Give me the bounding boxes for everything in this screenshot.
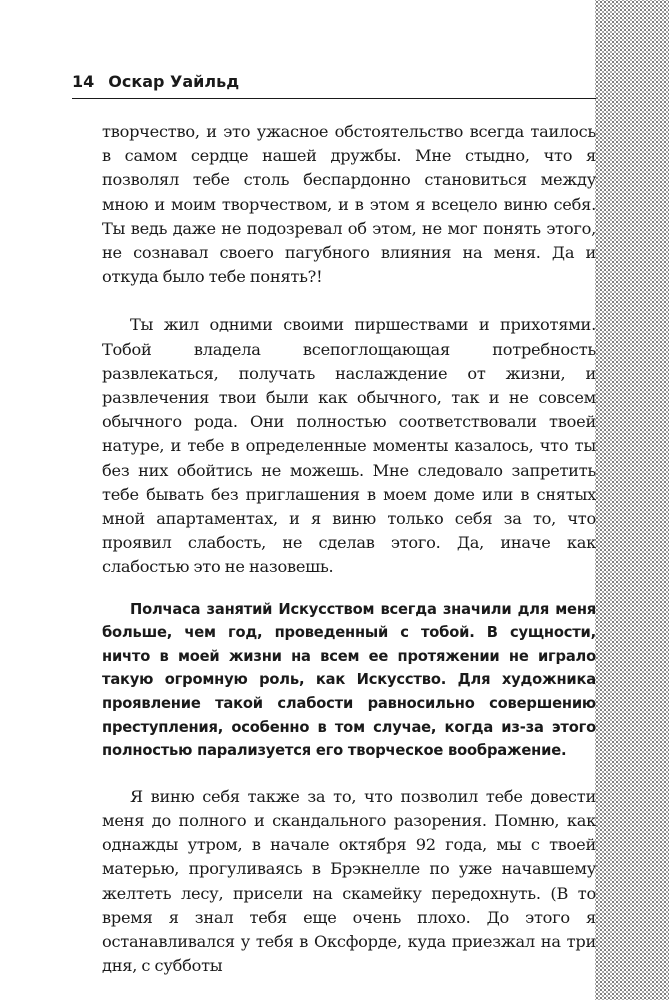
halftone-page-edge [595, 0, 669, 1000]
page-number: 14 [72, 72, 95, 91]
running-head [72, 68, 596, 99]
body-text [102, 120, 596, 978]
paragraph-3-bold: Полчаса занятий Искусством всегда значили для меня больше, чем год, проведенный с тобой. В сущности, ничто в моей жизни на всем ее протяжении не играло такую огромную роль, как Искусство. Для художника проявление такой слабости равносильно совершению преступления, особенно в том случае, когда из-за этого полностью парализуется его творческое воображение. [102, 600, 596, 760]
paragraph-1: творчество, и это ужасное обстоятельство всегда таилось в самом сердце нашей дружбы. Мне стыдно, что я позволял тебе столь беспардонно становиться между мною и моим творчеством, и в этом я всецело виню себя. Ты ведь даже не подозревал об этом, не мог понять этого, не сознавал своего пагубного влияния на меня. Да и откуда было тебе понять?! [102, 122, 596, 287]
paragraph-2: Ты жил одними своими пиршествами и прихотями. Тобой владела всепоглощающая потребность развлекаться, получать наслаждение от жизни, и развлечения твои были как обычного, так и не совсем обычного рода. Они полностью соответствовали твоей натуре, и тебе в определенные моменты казалось, что ты без них обойтись не можешь. Мне следовало запретить тебе бывать без приглашения в моем доме или в снятых мной апартаментах, и я виню только себя за то, что проявил слабость, не сделав этого. Да, иначе как слабостью это не назовешь. [102, 315, 596, 577]
author-name: Оскар Уайльд [108, 72, 240, 91]
paragraph-4: Я виню себя также за то, что позволил тебе довести меня до полного и скандального разорения. Помню, как однажды утром, в начале октября 92 года, мы с твоей матерью, прогуливаясь в Брэкнелле по уже начавшему желтеть лесу, присели на скамейку передохнуть. (В то время я знал тебя еще очень плохо. До этого я останавливался у тебя в Оксфорде, куда приезжал на три дня, с субботы [102, 786, 596, 976]
